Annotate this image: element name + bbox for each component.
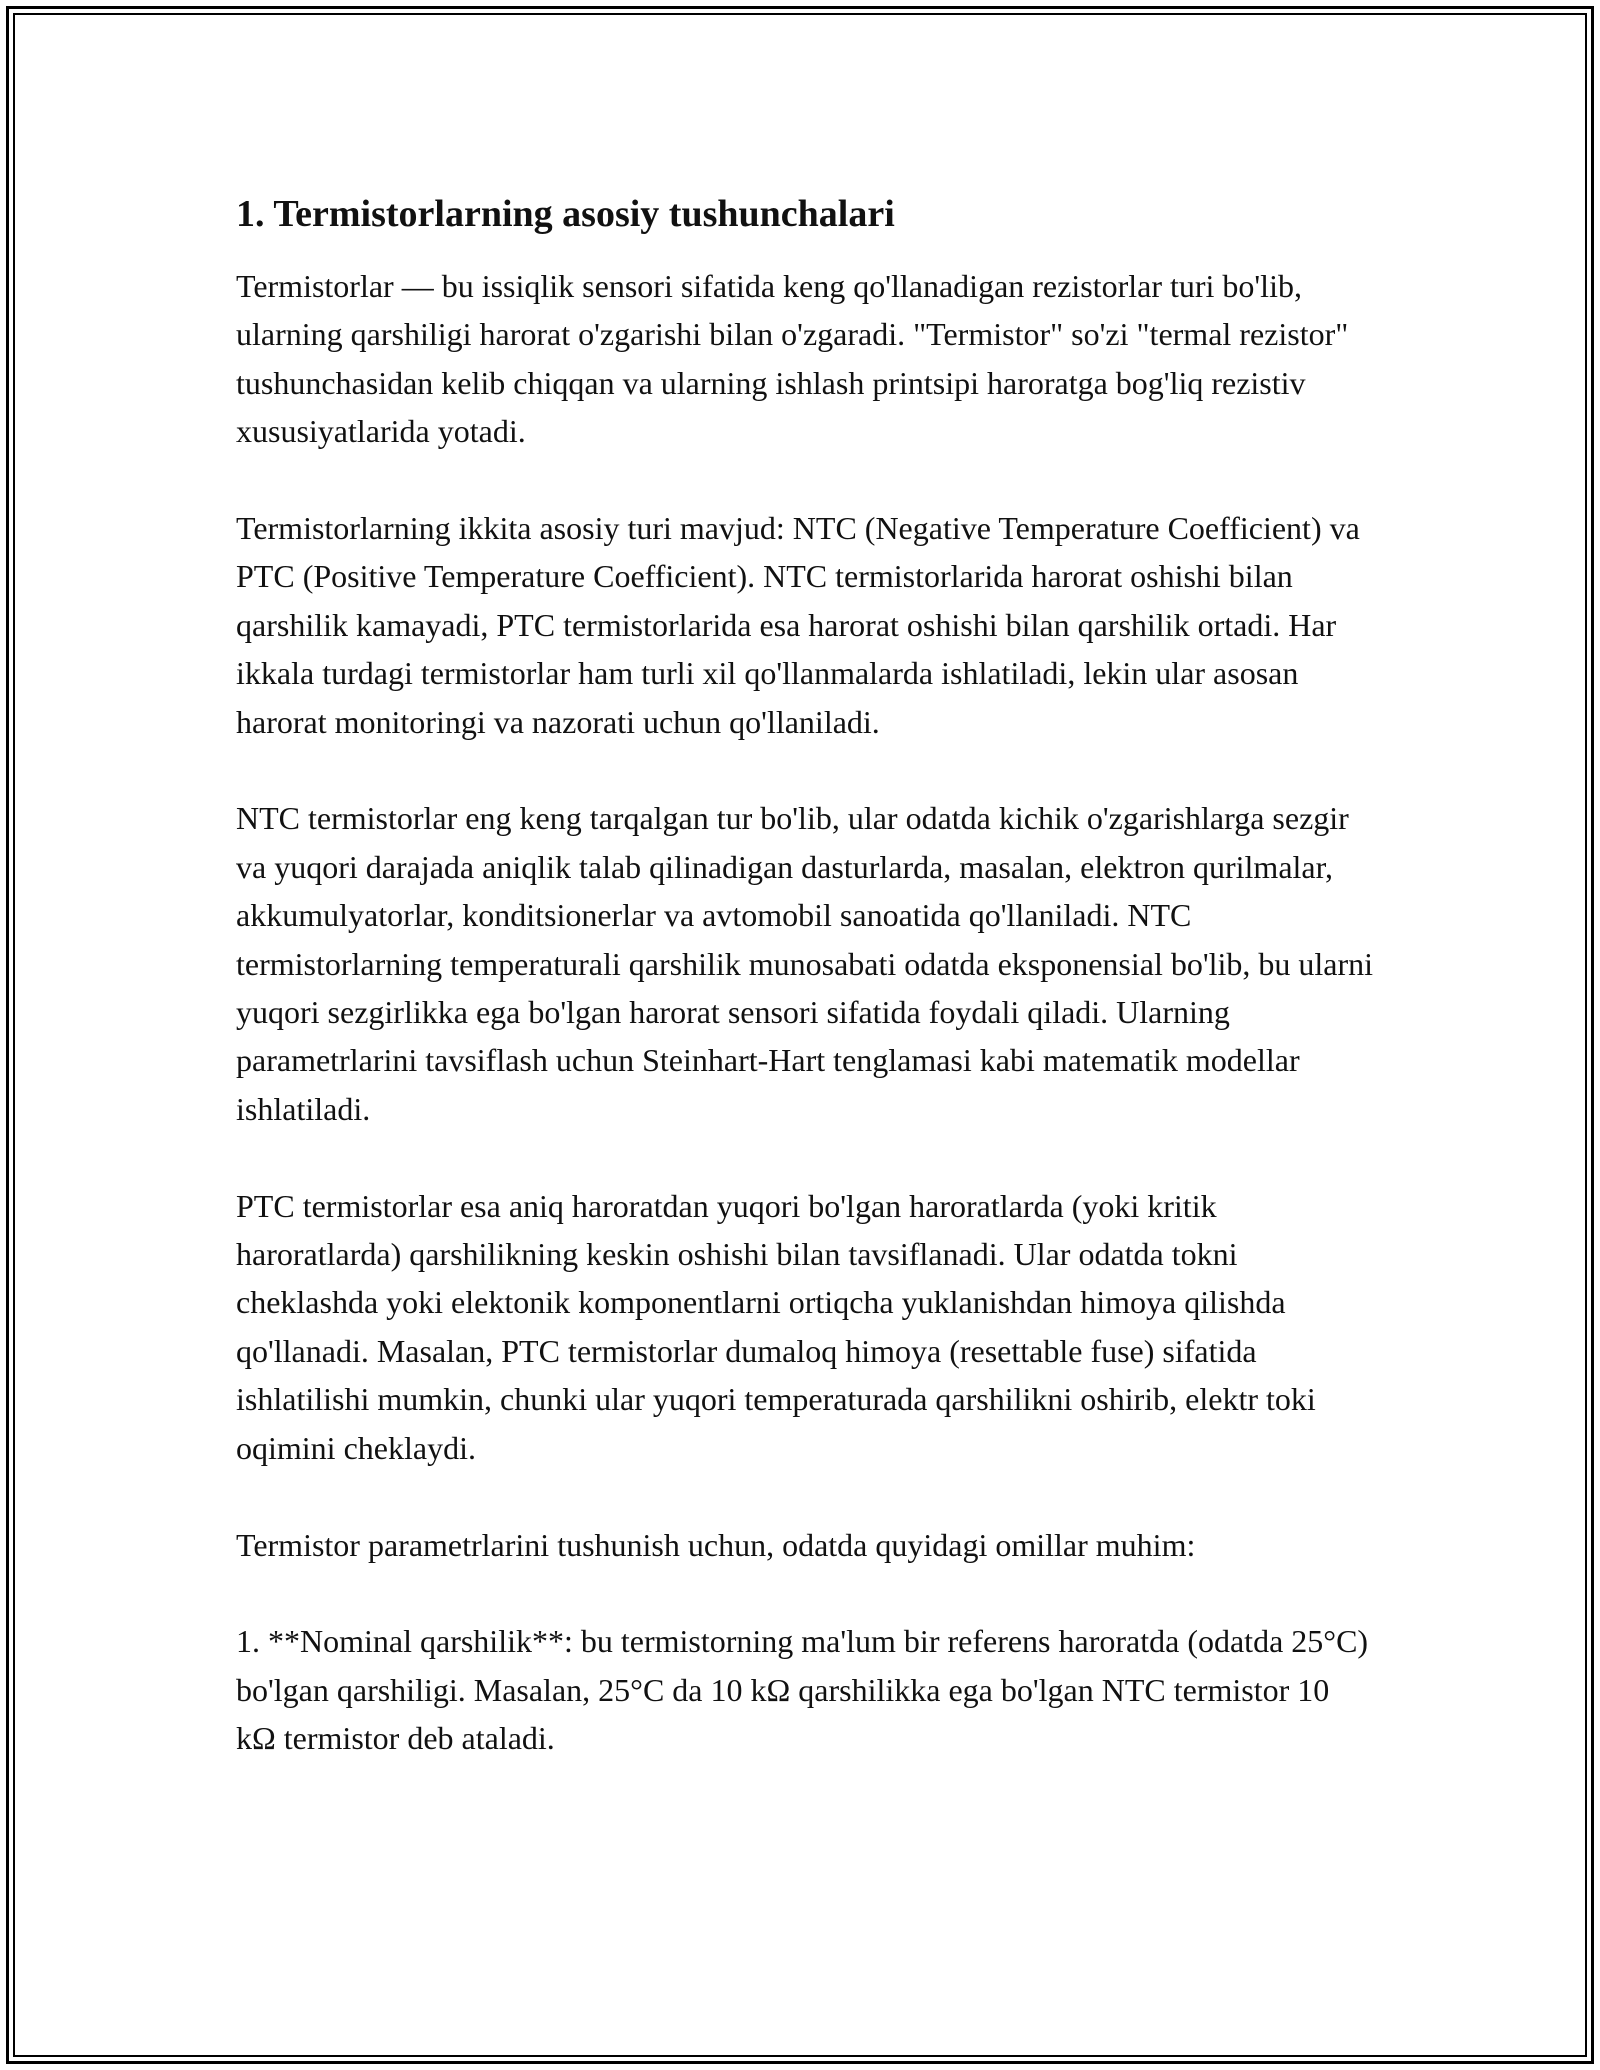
section-title: 1. Termistorlarning asosiy tushunchalari [236, 193, 895, 235]
paragraph-ntc: NTC termistorlar eng keng tarqalgan tur bo'lib, ular odatda kichik o'zgarishlarga sezgir va yuqori darajada aniqlik talab qilinadigan dasturlarda, masalan, elektron qurilmalar, akkumulyatorlar, konditsionerlar va avtomobil sanoatida qo'llaniladi. NTC termistorlarning temperaturali qarshilik munosabati odatda eksponensial bo'lib, bu ularni yuqori sezgirlikka ega bo'lgan harorat sensori sifatida foydali qiladi. Ularning parametrlarini tavsiflash uchun Steinhart-Hart tenglamasi kabi matematik modellar ishlatiladi. [236, 800, 1374, 1127]
document-body [236, 186, 1376, 1811]
paragraph-nominal-resistance: 1. **Nominal qarshilik**: bu termistorning ma'lum bir referens haroratda (odatda 25°C) bo'lgan qarshiligi. Masalan, 25°C da 10 kΩ qarshilikka ega bo'lgan NTC termistor 10 kΩ termistor deb ataladi. [236, 1623, 1369, 1757]
paragraph-ptc: PTC termistorlar esa aniq haroratdan yuqori bo'lgan haroratlarda (yoki kritik haroratlarda) qarshilikning keskin oshishi bilan tavsiflanadi. Ular odatda tokni cheklashda yoki elektonik komponentlarni ortiqcha yuklanishdan himoya qilishda qo'llanadi. Masalan, PTC termistorlar dumaloq himoya (resettable fuse) sifatida ishlatilishi mumkin, chunki ular yuqori temperaturada qarshilikni oshirib, elektr toki oqimini cheklaydi. [236, 1187, 1316, 1466]
paragraph-parameters-intro: Termistor parametrlarini tushunish uchun, odatda quyidagi omillar muhim: [236, 1526, 1196, 1563]
paragraph-types: Termistorlarning ikkita asosiy turi mavjud: NTC (Negative Temperature Coefficient) va PTC (Positive Temperature Coefficient). NTC termistorlarida harorat oshishi bilan qarshilik kamayadi, PTC termistorlarida esa harorat oshishi bilan qarshilik ortadi. Har ikkala turdagi termistorlar ham turli xil qo'llanmalarda ishlatiladi, lekin ular asosan harorat monitoringi va nazorati uchun qo'llaniladi. [236, 510, 1360, 740]
paragraph-intro: Termistorlar — bu issiqlik sensori sifatida keng qo'llanadigan rezistorlar turi bo'lib, ularning qarshiligi harorat o'zgarishi bilan o'zgaradi. "Termistor" so'zi "termal rezistor" tushunchasidan kelib chiqqan va ularning ishlash printsipi haroratga bog'liq rezistiv xususiyatlarida yotadi. [236, 268, 1349, 450]
